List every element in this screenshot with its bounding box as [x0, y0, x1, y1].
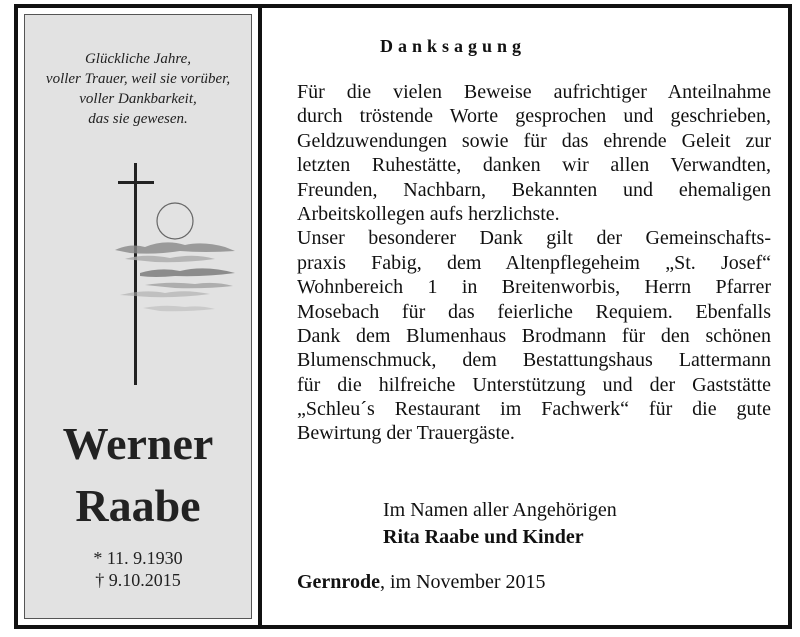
signoff-names: Rita Raabe und Kinder [383, 526, 584, 548]
first-name: Werner [62, 418, 214, 469]
place-and-date [297, 570, 545, 594]
body-line: „Schleu´s Restaurant im Fachwerk“ für die gute [297, 398, 771, 421]
notice-title: Danksagung [380, 36, 527, 56]
memorial-panel [14, 4, 262, 629]
birth-date: * 11. 9.1930 [93, 548, 183, 568]
sun-icon [157, 203, 193, 239]
body-line: Dank dem Blumenhaus Brodmann für den schönen [297, 324, 771, 347]
body-line: Für die vielen Beweise aufrichtiger Anteilnahme [297, 81, 771, 103]
last-name: Raabe [75, 480, 201, 531]
poem-line: voller Dankbarkeit, [79, 91, 197, 107]
cross-icon [134, 163, 137, 385]
body-line: Arbeitskollegen aufs herzlichste. [297, 202, 560, 225]
poem-line: voller Trauer, weil sie vorüber, [45, 71, 231, 87]
body-line: Geldzuwendungen sowie für das ehrende Geleit zur [297, 129, 771, 152]
memorial-poem [25, 49, 251, 129]
poem-line: Glückliche Jahre, [84, 51, 192, 67]
death-date: † 9.10.2015 [95, 570, 181, 590]
body-line: durch tröstende Worte gesprochen und geschrieben, [297, 105, 771, 128]
cross-and-sun-illustration [85, 155, 245, 385]
body-line: Unser besonderer Dank gilt der Gemeinschafts- [297, 227, 771, 250]
place-name: Gernrode [297, 571, 380, 593]
signoff-line: Im Namen aller Angehörigen [383, 499, 617, 521]
body-line: Freunden, Nachbarn, Bekannten und ehemaligen [297, 178, 771, 201]
body-line: letzten Ruhestätte, danken wir allen Verwandten, [297, 154, 771, 177]
body-line: Wohnbereich 1 in Breitenworbis, Herrn Pfarrer [297, 276, 771, 299]
body-line: Blumenschmuck, dem Bestattungshaus Lattermann [297, 349, 771, 372]
signoff-block [383, 497, 617, 551]
body-line: Bewirtung der Trauergäste. [297, 422, 515, 445]
deceased-name [25, 413, 251, 537]
poem-line: das sie gewesen. [88, 111, 188, 127]
body-line: Mosebach für das feierliche Requiem. Ebenfalls [297, 300, 771, 323]
thanks-body [297, 80, 771, 446]
body-line: für die hilfreiche Unterstützung und der Gaststätte [297, 373, 771, 396]
life-dates [25, 547, 251, 591]
memorial-panel-inner [24, 14, 252, 619]
date-text: , im November 2015 [379, 571, 546, 593]
body-line: praxis Fabig, dem Altenpflegeheim „St. Josef“ [297, 251, 771, 274]
